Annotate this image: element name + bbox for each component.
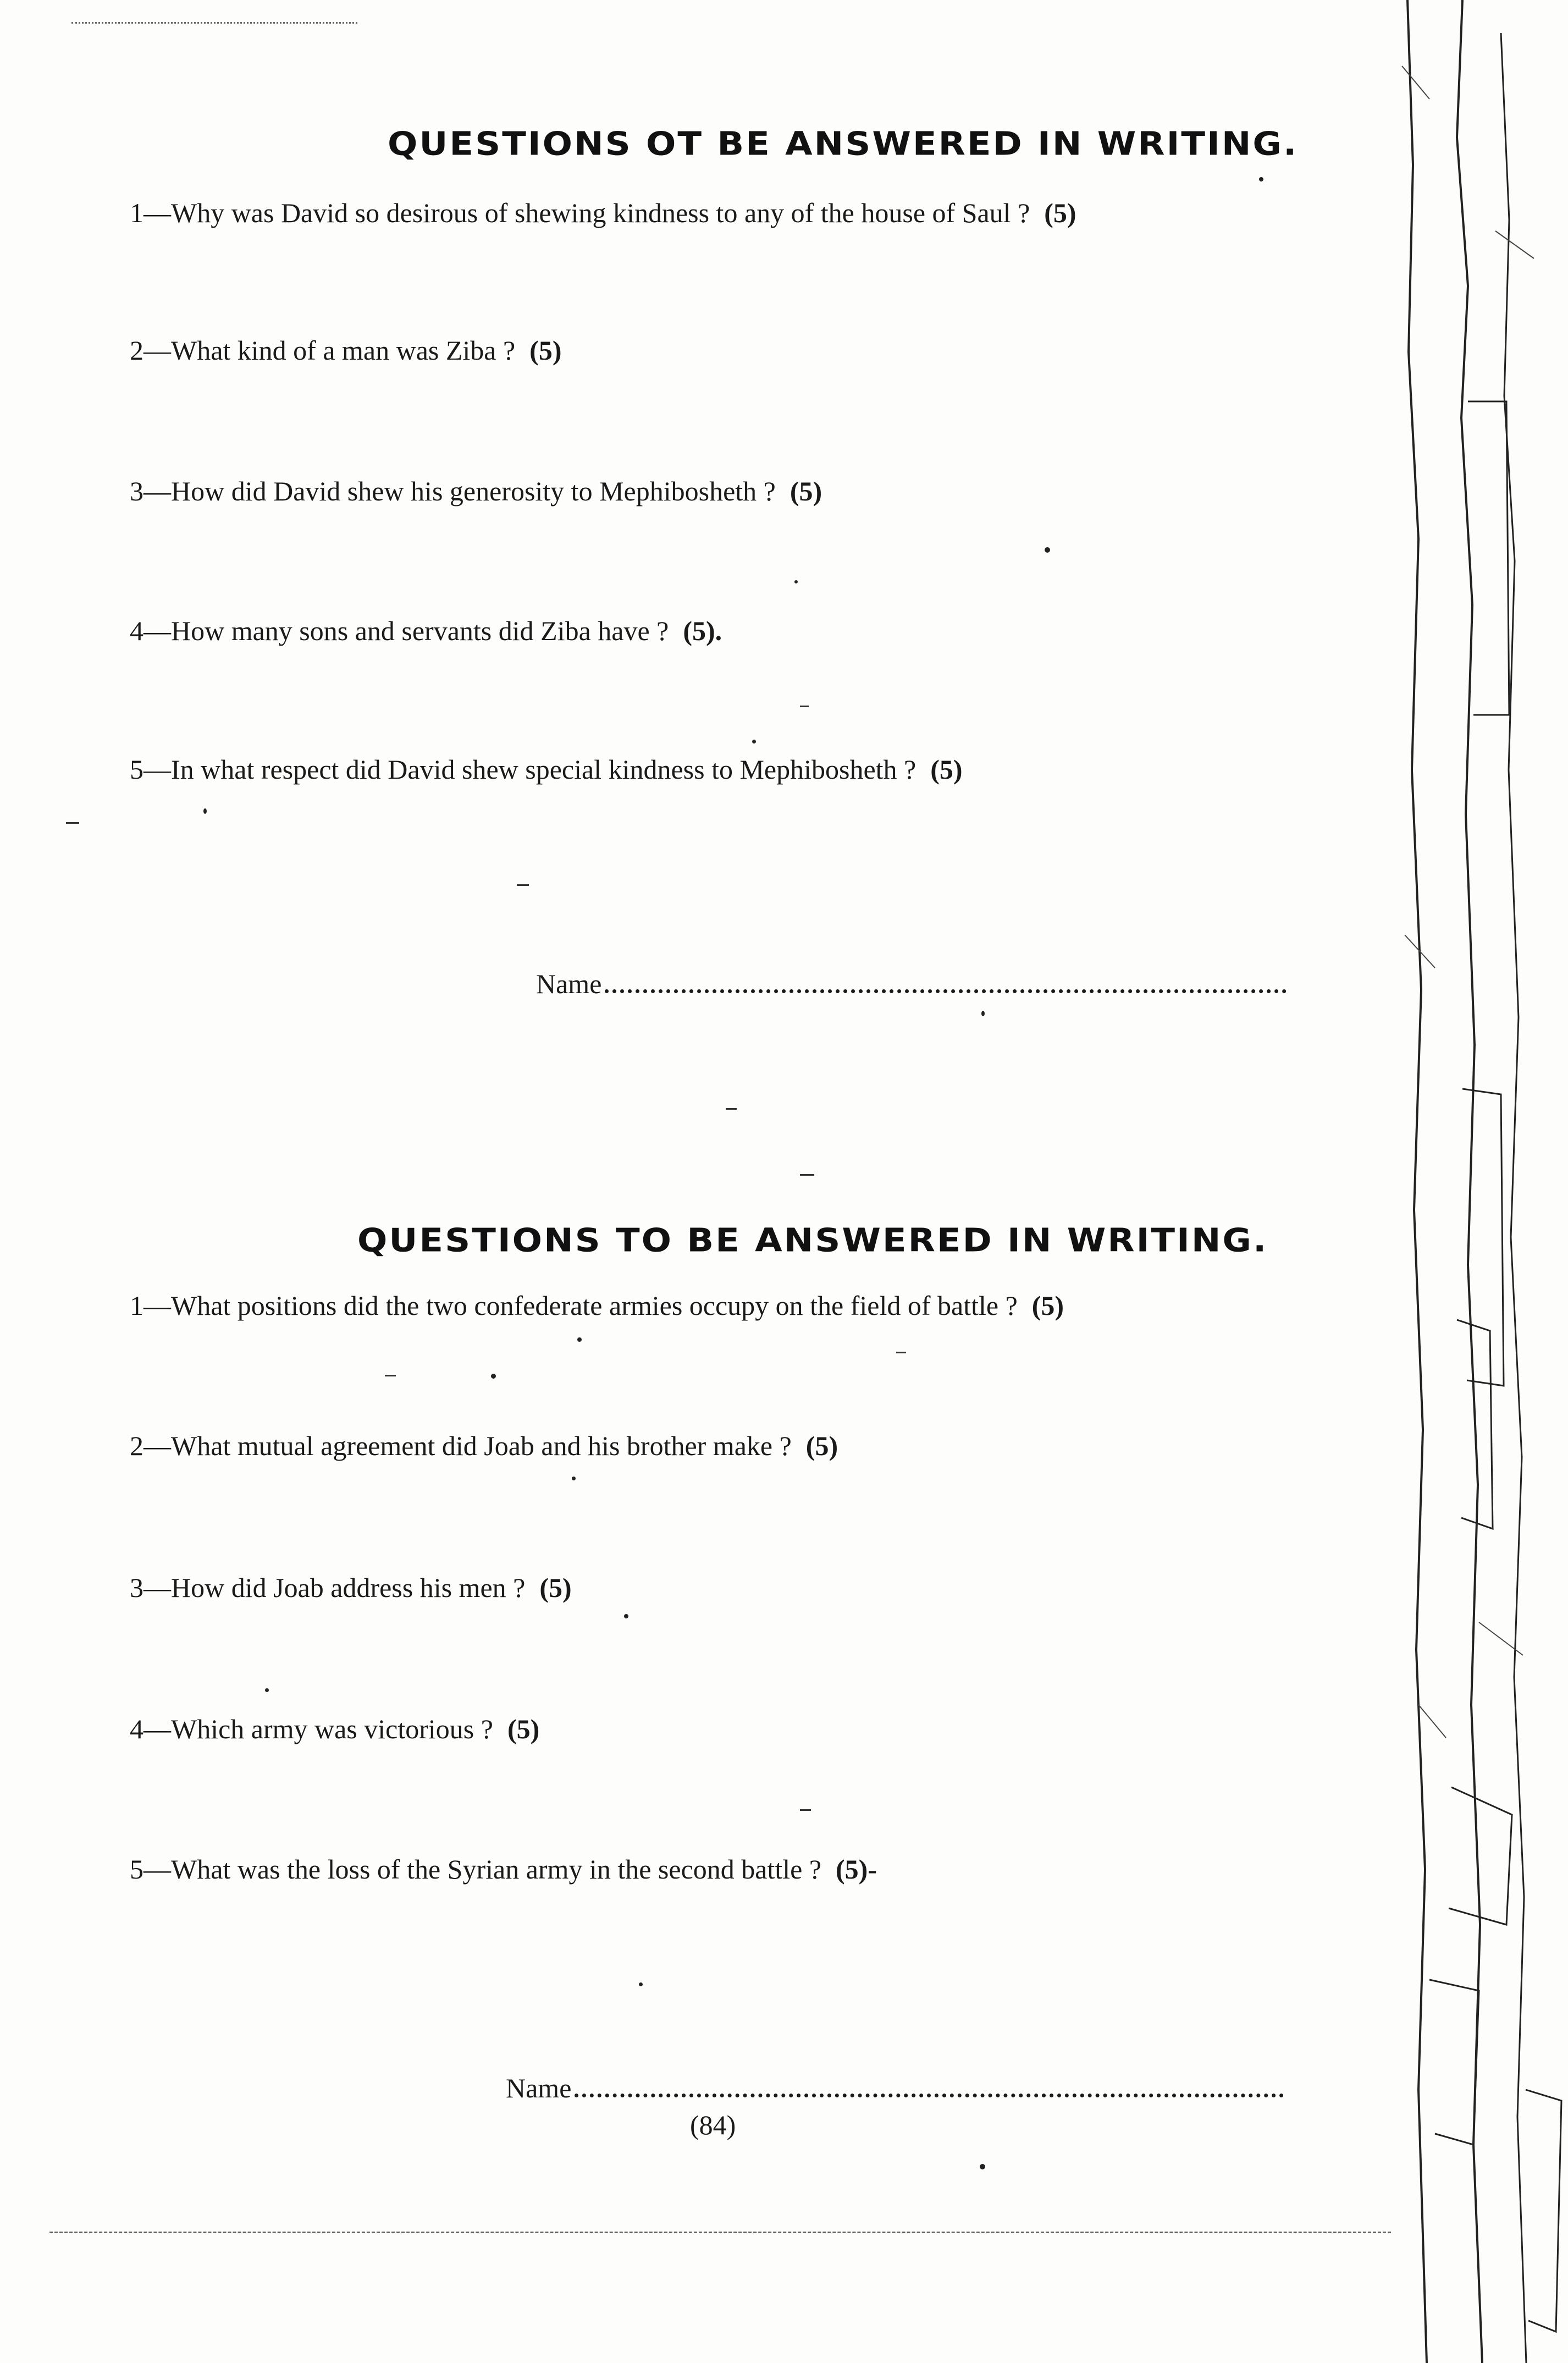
question-mark-value: (5) — [507, 1714, 540, 1744]
question-number: 4— — [130, 1714, 171, 1744]
question-2-3 — [130, 1572, 572, 1604]
binding-edge-graphic — [1396, 0, 1568, 2363]
question-number: 3— — [130, 476, 171, 506]
question-text: How many sons and servants did Ziba have ? — [171, 615, 669, 646]
name-label: Name — [536, 968, 602, 999]
question-text: In what respect did David shew special kindness to Mephibosheth ? — [171, 754, 916, 785]
question-1-4 — [130, 615, 722, 647]
question-2-5 — [130, 1853, 877, 1885]
question-1-5 — [130, 753, 963, 785]
question-mark-value: (5) — [1031, 1290, 1064, 1321]
page-number: (84) — [690, 2109, 736, 2140]
question-mark-value: (5) — [789, 476, 822, 506]
name-field-2[interactable] — [506, 2072, 1284, 2104]
question-text: What was the loss of the Syrian army in the second battle ? — [171, 1854, 822, 1885]
question-number: 5— — [130, 1854, 171, 1885]
question-mark-value: (5) — [529, 335, 562, 366]
question-number: 4— — [130, 615, 171, 646]
bottom-scan-line — [49, 2232, 1391, 2233]
question-2-1 — [130, 1290, 1064, 1321]
question-text: What positions did the two confederate armies occupy on the field of battle ? — [171, 1290, 1018, 1321]
question-text: How did David shew his generosity to Mephibosheth ? — [171, 476, 776, 506]
question-text: What kind of a man was Ziba ? — [171, 335, 516, 366]
name-blank[interactable] — [605, 984, 1287, 993]
question-mark-value: (5) — [539, 1572, 572, 1603]
section-one-heading: QUESTIONS OT BE ANSWERED IN WRITING. — [388, 125, 1299, 163]
question-mark-value: (5) — [930, 754, 963, 785]
question-text: Which army was victorious ? — [171, 1714, 493, 1744]
section-two-heading: QUESTIONS TO BE ANSWERED IN WRITING. — [357, 1222, 1268, 1260]
question-mark-value: (5) — [805, 1430, 838, 1461]
question-mark-value: (5). — [683, 615, 722, 646]
question-1-3 — [130, 475, 822, 507]
question-2-4 — [130, 1713, 539, 1745]
question-mark-value: (5) — [1044, 197, 1076, 228]
question-text: Why was David so desirous of shewing kindness to any of the house of Saul ? — [171, 197, 1030, 228]
question-number: 5— — [130, 754, 171, 785]
question-mark-value: (5)- — [836, 1854, 877, 1885]
question-2-2 — [130, 1430, 838, 1462]
name-label: Name — [506, 2073, 572, 2103]
question-number: 1— — [130, 1290, 171, 1321]
question-number: 2— — [130, 335, 171, 366]
top-scan-line — [71, 22, 357, 24]
question-number: 3— — [130, 1572, 171, 1603]
question-1-2 — [130, 334, 561, 366]
question-number: 1— — [130, 197, 171, 228]
question-number: 2— — [130, 1430, 171, 1461]
question-text: How did Joab address his men ? — [171, 1572, 526, 1603]
question-1-1 — [130, 197, 1076, 229]
name-field-1[interactable] — [536, 968, 1287, 1000]
name-blank[interactable] — [575, 2088, 1284, 2097]
question-text: What mutual agreement did Joab and his brother make ? — [171, 1430, 792, 1461]
